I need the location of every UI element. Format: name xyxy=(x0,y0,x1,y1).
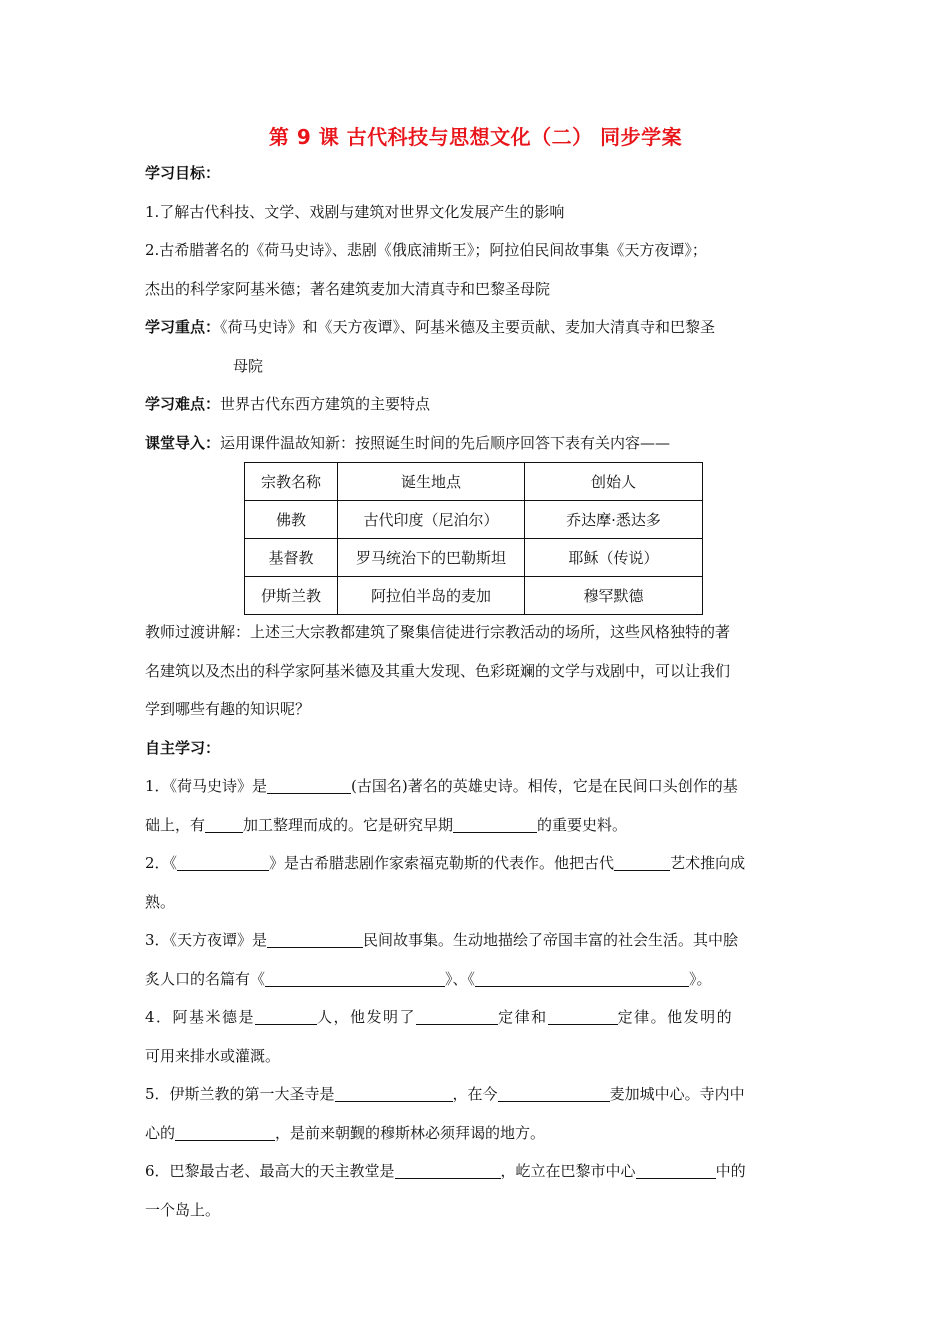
question-3-line-2 xyxy=(145,960,810,999)
question-text: 1．《荷马史诗》是 xyxy=(145,777,268,795)
question-3-line-1 xyxy=(145,921,810,960)
table-row xyxy=(245,539,703,577)
question-text: 6．巴黎最古老、最高大的天主教堂是 xyxy=(145,1162,395,1180)
transition-line-2: 名建筑以及杰出的科学家阿基米德及其重大发现、色彩斑斓的文学与戏剧中，可以让我们 xyxy=(145,661,731,680)
question-6-line-2: 一个岛上。 xyxy=(145,1200,221,1219)
question-4-line-1 xyxy=(145,998,810,1037)
table-cell: 穆罕默德 xyxy=(525,577,703,615)
question-text: 加工整理而成的。它是研究早期 xyxy=(243,815,454,834)
question-text: 麦加城中心。寺内中 xyxy=(609,1085,745,1103)
question-text: 定律。他发明的 xyxy=(617,1008,734,1026)
question-text: 中的 xyxy=(715,1162,746,1180)
key-points-text: 《荷马史诗》和《天方夜谭》、阿基米德及主要贡献、麦加大清真寺和巴黎圣 xyxy=(220,318,716,336)
question-1-line-1 xyxy=(145,767,810,806)
question-text: 5．伊斯兰教的第一大圣寺是 xyxy=(145,1085,335,1103)
answer-blank[interactable] xyxy=(416,1006,498,1025)
table-row xyxy=(245,577,703,615)
question-text: 》、《 xyxy=(445,969,476,988)
answer-blank[interactable] xyxy=(175,1122,275,1141)
answer-blank[interactable] xyxy=(498,1083,610,1102)
answer-blank[interactable] xyxy=(177,852,269,871)
question-4-line-2: 可用来排水或灌溉。 xyxy=(145,1046,281,1065)
table-header: 宗教名称 xyxy=(245,463,338,501)
question-text: 》。 xyxy=(689,969,712,988)
table-row xyxy=(245,501,703,539)
religion-table xyxy=(244,462,703,615)
table-cell: 阿拉伯半岛的麦加 xyxy=(338,577,525,615)
objective-item-2: 2.古希腊著名的《荷马史诗》、悲剧《俄底浦斯王》；阿拉伯民间故事集《天方夜谭》； xyxy=(145,241,707,259)
answer-blank[interactable] xyxy=(453,814,537,833)
table-header-row xyxy=(245,463,703,501)
answer-blank[interactable] xyxy=(267,929,363,948)
answer-blank[interactable] xyxy=(205,814,243,833)
question-text: 础上，有 xyxy=(145,815,206,834)
question-5-line-2 xyxy=(145,1114,810,1153)
answer-blank[interactable] xyxy=(548,1006,618,1025)
difficulty xyxy=(145,385,810,424)
table-header: 诞生地点 xyxy=(338,463,525,501)
table-cell: 古代印度（尼泊尔） xyxy=(338,501,525,539)
question-text: 3．《天方夜谭》是 xyxy=(145,931,268,949)
difficulty-label: 学习难点： xyxy=(145,395,221,413)
objective-item-3: 杰出的科学家阿基米德；著名建筑麦加大清真寺和巴黎圣母院 xyxy=(145,279,551,298)
question-text: 的重要史料。 xyxy=(537,815,628,834)
table-cell: 佛教 xyxy=(245,501,338,539)
answer-blank[interactable] xyxy=(255,1006,317,1025)
table-cell: 耶稣（传说） xyxy=(525,539,703,577)
question-text: 炙人口的名篇有《 xyxy=(145,969,266,988)
key-points xyxy=(145,308,810,347)
question-text: ，是前来朝觐的穆斯林必须拜谒的地方。 xyxy=(275,1123,546,1142)
key-points-continued: 母院 xyxy=(233,356,264,375)
table-cell: 伊斯兰教 xyxy=(245,577,338,615)
transition-line-3: 学到哪些有趣的知识呢？ xyxy=(145,700,311,718)
difficulty-text: 世界古代东西方建筑的主要特点 xyxy=(220,395,431,413)
question-text: 》是古希腊悲剧作家索福克勒斯的代表作。他把古代 xyxy=(269,854,615,872)
key-points-label: 学习重点： xyxy=(145,318,221,336)
answer-blank[interactable] xyxy=(335,1083,453,1102)
answer-blank[interactable] xyxy=(475,968,689,987)
question-text: 2．《 xyxy=(145,854,178,872)
question-text: 定律和 xyxy=(498,1008,548,1026)
question-text: 民间故事集。生动地描绘了帝国丰富的社会生活。其中脍 xyxy=(363,931,739,949)
table-cell: 罗马统治下的巴勒斯坦 xyxy=(338,539,525,577)
question-text: ，在今 xyxy=(452,1085,498,1103)
intro-label: 课堂导入： xyxy=(145,433,221,452)
question-2-line-2: 熟。 xyxy=(145,892,176,911)
worksheet-page xyxy=(145,120,810,1229)
answer-blank[interactable] xyxy=(395,1160,501,1179)
question-text: 心的 xyxy=(145,1123,176,1142)
table-cell: 乔达摩·悉达多 xyxy=(525,501,703,539)
table-header: 创始人 xyxy=(525,463,703,501)
answer-blank[interactable] xyxy=(267,775,351,794)
intro-text: 运用课件温故知新：按照诞生时间的先后顺序回答下表有关内容—— xyxy=(220,433,671,452)
objective-item-1: 1.了解古代科技、文学、戏剧与建筑对世界文化发展产生的影响 xyxy=(145,202,565,221)
transition-line-1: 教师过渡讲解：上述三大宗教都建筑了聚集信徒进行宗教活动的场所，这些风格独特的著 xyxy=(145,623,731,641)
table-cell: 基督教 xyxy=(245,539,338,577)
question-text: (古国名)著名的英雄史诗。相传，它是在民间口头创作的基 xyxy=(351,777,738,795)
page-title: 第 9 课 古代科技与思想文化（二） 同步学案 xyxy=(268,125,683,149)
question-5-line-1 xyxy=(145,1075,810,1114)
intro xyxy=(145,424,810,463)
objectives-heading: 学习目标： xyxy=(145,164,221,182)
answer-blank[interactable] xyxy=(636,1160,716,1179)
answer-blank[interactable] xyxy=(265,968,445,987)
question-text: 人，他发明了 xyxy=(317,1008,417,1026)
question-text: 艺术推向成 xyxy=(670,854,746,872)
question-6-line-1 xyxy=(145,1152,810,1191)
answer-blank[interactable] xyxy=(614,852,670,871)
question-1-line-2 xyxy=(145,806,810,845)
question-text: ，屹立在巴黎市中心 xyxy=(500,1162,636,1180)
self-study-heading: 自主学习： xyxy=(145,738,221,757)
question-2-line-1 xyxy=(145,844,810,883)
question-text: 4．阿基米德是 xyxy=(145,1008,256,1026)
